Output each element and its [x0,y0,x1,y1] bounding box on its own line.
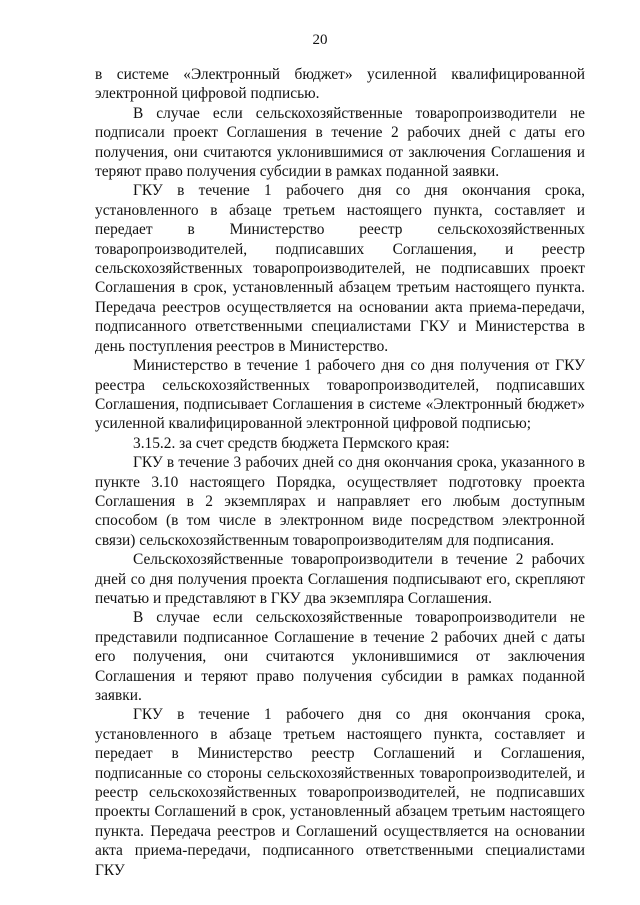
document-body [95,65,585,880]
page-number: 20 [312,32,328,48]
paragraph-6: ГКУ в течение 3 рабочих дней со дня окончания срока, указанного в пункте 3.10 настоящего Порядка, осуществляет подготовку проекта Соглашения в 2 экземплярах и направляет его любым доступным способом (в том числе в электронном виде посредством электронной связи) сельскохозяйственным товаропроизводителям для подписания. [95,454,585,549]
paragraph-7: Сельскохозяйственные товаропроизводители в течение 2 рабочих дней со дня получения проекта Соглашения подписывают его, скрепляют печатью и представляют в ГКУ два экземпляра Соглашения. [95,551,585,607]
paragraph-9: ГКУ в течение 1 рабочего дня со дня окончания срока, установленного в абзаце третьем настоящего пункта, составляет и передает в Министерство реестр Соглашений и Соглашения, подписанные со стороны сельскохозяйственных товаропроизводителей, и реестр сельскохозяйственных товаропроизводителей, не подписавших проекты Соглашений в срок, установленный абзацем третьим настоящего пункта. Передача реестров и Соглашений осуществляется на основании акта приема-передачи, подписанного ответственными специалистами ГКУ [95,706,585,879]
paragraph-2: В случае если сельскохозяйственные товаропроизводители не подписали проект Соглашения в течение 2 рабочих дней с даты его получения, они считаются уклонившимися от заключения Соглашения и теряют право получения субсидии в рамках поданной заявки. [95,104,585,181]
paragraph-5-clause-heading: 3.15.2. за счет средств бюджета Пермского края: [133,434,450,452]
paragraph-3: ГКУ в течение 1 рабочего дня со дня окончания срока, установленного в абзаце третьем настоящего пункта, составляет и передает в Министерство реестр сельскохозяйственных товаропроизводителей, подписавших Соглашения, и реестр сельскохозяйственных товаропроизводителей, не подписавших проект Соглашения в срок, установленный абзацем третьим настоящего пункта. Передача реестров осуществляется на основании акта приема-передачи, подписанного ответственными специалистами ГКУ и Министерства в день поступления реестров в Министерство. [95,182,585,355]
paragraph-1: в системе «Электронный бюджет» усиленной квалифицированной электронной цифровой подписью. [95,66,585,103]
paragraph-8: В случае если сельскохозяйственные товаропроизводители не представили подписанное Соглашение в течение 2 рабочих дней с даты его получения, они считаются уклонившимися от заключения Соглашения и теряют право получения субсидии в рамках поданной заявки. [95,609,585,704]
paragraph-4: Министерство в течение 1 рабочего дня со дня получения от ГКУ реестра сельскохозяйственных товаропроизводителей, подписавших Соглашения, подписывает Соглашения в системе «Электронный бюджет» усиленной квалифицированной электронной цифровой подписью; [95,357,585,433]
